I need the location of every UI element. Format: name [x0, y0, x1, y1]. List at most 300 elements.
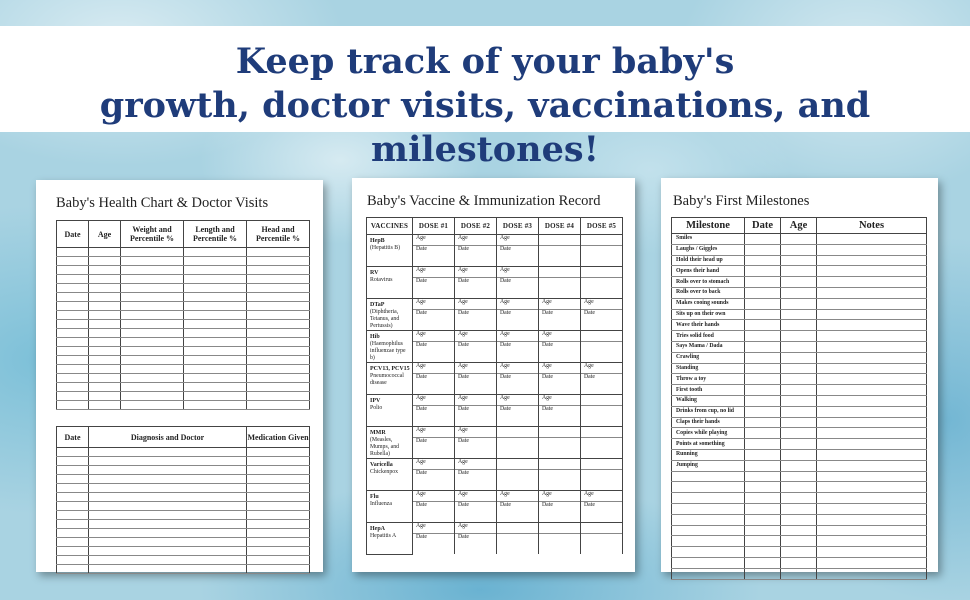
vaccine-header-cell: DOSE #1	[413, 218, 455, 235]
table-row	[57, 329, 310, 338]
milestone-name-cell: Walking	[672, 395, 745, 406]
table-row	[672, 417, 927, 428]
table-row	[672, 244, 927, 255]
table-cell	[781, 547, 817, 558]
table-cell	[89, 401, 121, 410]
table-cell	[817, 536, 927, 547]
dose-cell: Date	[455, 534, 497, 545]
dose-cell: Date	[413, 278, 455, 289]
dose-cell: Date	[539, 406, 581, 417]
table-cell	[121, 293, 184, 302]
dose-cell	[497, 438, 539, 449]
dose-cell	[581, 406, 623, 417]
dose-cell: Age	[413, 331, 455, 342]
milestone-name-cell: Drinks from cup, no lid	[672, 406, 745, 417]
table-row	[57, 284, 310, 293]
table-row	[672, 536, 927, 547]
table-cell	[57, 529, 89, 538]
table-cell	[781, 439, 817, 450]
table-cell	[121, 275, 184, 284]
table-cell	[89, 466, 247, 475]
table-cell	[817, 395, 927, 406]
milestone-name-cell: Throw a toy	[672, 374, 745, 385]
dose-cell	[455, 512, 497, 523]
dose-cell	[539, 352, 581, 363]
dose-cell	[539, 246, 581, 257]
dose-cell: Age	[413, 491, 455, 502]
dose-cell	[455, 288, 497, 299]
table-row	[57, 266, 310, 275]
milestone-name-cell: Hold their head up	[672, 255, 745, 266]
dose-cell: Age	[413, 299, 455, 310]
dose-cell	[539, 544, 581, 554]
milestone-name-cell: Standing	[672, 363, 745, 374]
dose-cell	[413, 288, 455, 299]
table-row	[57, 502, 310, 511]
dose-cell	[413, 512, 455, 523]
dose-cell	[581, 427, 623, 438]
table-row	[57, 293, 310, 302]
table-cell	[247, 502, 310, 511]
vaccine-abbr: HepB	[370, 238, 385, 244]
milestone-name-cell	[672, 514, 745, 525]
vaccine-name-cell	[367, 427, 413, 459]
table-row	[367, 299, 623, 310]
dose-cell: Date	[413, 246, 455, 257]
dose-cell: Date	[455, 470, 497, 481]
table-row	[367, 491, 623, 502]
table-cell	[89, 311, 121, 320]
dose-cell: Date	[413, 374, 455, 385]
dose-cell: Date	[539, 310, 581, 321]
table-cell	[745, 363, 781, 374]
dose-cell	[581, 416, 623, 427]
table-cell	[57, 284, 89, 293]
table-row	[367, 235, 623, 246]
milestone-header-cell: Age	[781, 218, 817, 234]
table-cell	[781, 320, 817, 331]
growth-header-cell: Weight and Percentile %	[121, 221, 184, 248]
table-cell	[745, 331, 781, 342]
dose-cell	[539, 384, 581, 395]
table-cell	[247, 565, 310, 574]
dose-cell: Date	[497, 246, 539, 257]
table-cell	[121, 374, 184, 383]
table-cell	[247, 257, 310, 266]
table-cell	[57, 383, 89, 392]
table-cell	[247, 374, 310, 383]
milestone-name-cell	[672, 557, 745, 568]
table-cell	[121, 284, 184, 293]
table-cell	[745, 320, 781, 331]
dose-cell	[581, 384, 623, 395]
table-cell	[745, 244, 781, 255]
table-row	[367, 267, 623, 278]
table-cell	[817, 482, 927, 493]
table-cell	[781, 374, 817, 385]
table-cell	[57, 338, 89, 347]
table-cell	[817, 385, 927, 396]
dose-cell: Date	[413, 470, 455, 481]
table-cell	[57, 448, 89, 457]
table-cell	[781, 536, 817, 547]
vaccine-full-name: (Haemophilus influenzae type b)	[370, 341, 406, 361]
dose-cell	[413, 320, 455, 331]
dose-cell: Age	[581, 363, 623, 374]
table-cell	[89, 266, 121, 275]
dose-cell	[539, 267, 581, 278]
vaccine-full-name: Chickenpox	[370, 469, 399, 475]
table-cell	[745, 471, 781, 482]
table-cell	[121, 338, 184, 347]
table-cell	[745, 439, 781, 450]
table-cell	[57, 302, 89, 311]
table-cell	[781, 234, 817, 245]
table-cell	[781, 255, 817, 266]
dose-cell: Date	[455, 246, 497, 257]
table-cell	[57, 293, 89, 302]
table-row	[57, 457, 310, 466]
table-cell	[57, 547, 89, 556]
dose-cell: Date	[497, 310, 539, 321]
table-cell	[57, 565, 89, 574]
table-row	[672, 320, 927, 331]
table-row	[57, 320, 310, 329]
vaccine-header-cell: DOSE #5	[581, 218, 623, 235]
dose-cell	[539, 448, 581, 459]
dose-cell	[581, 523, 623, 534]
milestone-header-cell: Notes	[817, 218, 927, 234]
table-cell	[817, 287, 927, 298]
dose-cell	[539, 427, 581, 438]
table-row	[672, 309, 927, 320]
table-cell	[57, 457, 89, 466]
growth-header-cell: Date	[57, 221, 89, 248]
visit-header-cell: Medication Given	[247, 427, 310, 448]
growth-header-cell: Head and Percentile %	[247, 221, 310, 248]
table-cell	[89, 284, 121, 293]
table-cell	[89, 248, 121, 257]
table-row	[672, 352, 927, 363]
milestone-name-cell: Rolls over to back	[672, 287, 745, 298]
dose-cell: Age	[581, 299, 623, 310]
vaccine-abbr: Flu	[370, 494, 379, 500]
dose-cell	[497, 288, 539, 299]
table-cell	[184, 356, 247, 365]
table-cell	[184, 383, 247, 392]
dose-cell	[497, 534, 539, 545]
dose-cell: Date	[413, 438, 455, 449]
table-cell	[121, 356, 184, 365]
table-row	[57, 257, 310, 266]
table-row	[57, 338, 310, 347]
dose-cell	[497, 448, 539, 459]
table-cell	[817, 471, 927, 482]
dose-cell: Date	[413, 406, 455, 417]
milestone-name-cell: First tooth	[672, 385, 745, 396]
vaccine-name-cell	[367, 235, 413, 267]
vaccine-abbr: MMR	[370, 430, 386, 436]
dose-cell: Date	[455, 374, 497, 385]
dose-cell	[581, 448, 623, 459]
table-row	[672, 385, 927, 396]
dose-cell: Age	[455, 491, 497, 502]
table-cell	[745, 234, 781, 245]
table-row	[672, 514, 927, 525]
table-cell	[57, 311, 89, 320]
milestones-sheet	[661, 178, 938, 572]
dose-cell	[581, 331, 623, 342]
dose-cell	[497, 470, 539, 481]
table-cell	[781, 266, 817, 277]
table-cell	[57, 347, 89, 356]
table-row	[672, 298, 927, 309]
dose-cell: Age	[455, 235, 497, 246]
table-cell	[121, 383, 184, 392]
milestone-name-cell: Points at something	[672, 439, 745, 450]
dose-cell: Age	[455, 459, 497, 470]
doctor-visits-table	[56, 426, 310, 574]
table-cell	[57, 329, 89, 338]
milestone-name-cell: Opens their hand	[672, 266, 745, 277]
table-cell	[247, 365, 310, 374]
table-cell	[817, 525, 927, 536]
dose-cell: Age	[497, 235, 539, 246]
table-cell	[89, 484, 247, 493]
table-cell	[745, 277, 781, 288]
table-cell	[184, 338, 247, 347]
dose-cell: Age	[455, 299, 497, 310]
table-cell	[247, 493, 310, 502]
table-row	[57, 466, 310, 475]
table-cell	[89, 347, 121, 356]
dose-cell	[497, 544, 539, 554]
table-cell	[817, 514, 927, 525]
dose-cell: Age	[539, 395, 581, 406]
table-cell	[745, 385, 781, 396]
table-row	[57, 383, 310, 392]
table-cell	[781, 503, 817, 514]
table-cell	[57, 257, 89, 266]
table-row	[57, 493, 310, 502]
table-cell	[817, 503, 927, 514]
dose-cell: Date	[497, 342, 539, 353]
dose-cell: Age	[539, 299, 581, 310]
dose-cell	[539, 288, 581, 299]
table-cell	[817, 277, 927, 288]
vaccine-name-cell	[367, 395, 413, 427]
dose-cell: Date	[497, 278, 539, 289]
dose-cell	[581, 246, 623, 257]
dose-cell	[497, 523, 539, 534]
visit-header-cell: Diagnosis and Doctor	[89, 427, 247, 448]
table-cell	[247, 511, 310, 520]
milestone-name-cell: Sits up on their own	[672, 309, 745, 320]
dose-cell	[497, 427, 539, 438]
table-cell	[781, 471, 817, 482]
table-cell	[247, 284, 310, 293]
table-cell	[745, 309, 781, 320]
table-cell	[57, 266, 89, 275]
table-cell	[781, 244, 817, 255]
growth-header-cell: Length and Percentile %	[184, 221, 247, 248]
table-cell	[781, 395, 817, 406]
table-cell	[184, 293, 247, 302]
table-cell	[817, 428, 927, 439]
visit-header-cell: Date	[57, 427, 89, 448]
table-cell	[57, 511, 89, 520]
table-cell	[745, 568, 781, 579]
dose-cell	[455, 384, 497, 395]
table-cell	[89, 383, 121, 392]
table-cell	[781, 460, 817, 471]
dose-cell: Age	[455, 395, 497, 406]
table-cell	[247, 556, 310, 565]
table-cell	[184, 347, 247, 356]
table-cell	[745, 503, 781, 514]
table-cell	[247, 520, 310, 529]
table-cell	[247, 475, 310, 484]
table-cell	[89, 320, 121, 329]
table-cell	[247, 302, 310, 311]
table-cell	[817, 320, 927, 331]
dose-cell	[539, 459, 581, 470]
table-cell	[781, 525, 817, 536]
vaccine-name-cell	[367, 523, 413, 555]
dose-cell: Date	[581, 502, 623, 513]
table-row	[57, 448, 310, 457]
table-cell	[89, 356, 121, 365]
milestone-header-cell: Milestone	[672, 218, 745, 234]
vaccine-full-name: (Measles, Mumps, and Rubella)	[370, 437, 399, 457]
table-cell	[184, 257, 247, 266]
table-row	[57, 347, 310, 356]
table-cell	[781, 493, 817, 504]
vaccine-name-cell	[367, 331, 413, 363]
dose-cell	[539, 523, 581, 534]
table-cell	[781, 406, 817, 417]
table-row	[367, 523, 623, 534]
table-cell	[781, 309, 817, 320]
table-row	[57, 484, 310, 493]
dose-cell: Age	[497, 267, 539, 278]
table-row	[57, 511, 310, 520]
table-cell	[745, 460, 781, 471]
table-cell	[247, 338, 310, 347]
table-cell	[247, 466, 310, 475]
table-row	[57, 275, 310, 284]
table-cell	[781, 449, 817, 460]
dose-cell: Age	[455, 427, 497, 438]
table-row	[672, 460, 927, 471]
dose-cell	[413, 352, 455, 363]
table-cell	[817, 331, 927, 342]
vaccine-abbr: DTaP	[370, 302, 385, 308]
table-row	[672, 266, 927, 277]
table-cell	[817, 439, 927, 450]
table-cell	[184, 266, 247, 275]
table-cell	[247, 529, 310, 538]
table-cell	[247, 311, 310, 320]
table-cell	[121, 365, 184, 374]
dose-cell	[539, 416, 581, 427]
table-cell	[121, 302, 184, 311]
table-cell	[781, 568, 817, 579]
table-cell	[121, 248, 184, 257]
table-cell	[89, 457, 247, 466]
milestone-name-cell: Makes cooing sounds	[672, 298, 745, 309]
table-row	[367, 427, 623, 438]
table-cell	[817, 255, 927, 266]
milestone-name-cell: Says Mama / Dada	[672, 341, 745, 352]
table-cell	[57, 392, 89, 401]
table-row	[57, 520, 310, 529]
table-cell	[57, 275, 89, 284]
dose-cell	[455, 480, 497, 491]
milestone-name-cell	[672, 547, 745, 558]
dose-cell: Date	[455, 406, 497, 417]
table-cell	[817, 568, 927, 579]
dose-cell: Age	[413, 363, 455, 374]
table-cell	[184, 392, 247, 401]
table-cell	[781, 277, 817, 288]
table-cell	[89, 565, 247, 574]
dose-cell	[497, 416, 539, 427]
table-cell	[57, 356, 89, 365]
milestones-sheet-title: Baby's First Milestones	[673, 193, 810, 209]
table-row	[672, 568, 927, 579]
table-cell	[745, 525, 781, 536]
dose-cell: Date	[539, 374, 581, 385]
milestone-name-cell: Laughs / Giggles	[672, 244, 745, 255]
milestone-name-cell: Running	[672, 449, 745, 460]
table-cell	[247, 248, 310, 257]
dose-cell	[581, 267, 623, 278]
table-row	[57, 547, 310, 556]
table-cell	[745, 493, 781, 504]
dose-cell	[581, 278, 623, 289]
dose-cell: Date	[455, 310, 497, 321]
table-cell	[89, 529, 247, 538]
table-row	[57, 392, 310, 401]
table-cell	[817, 341, 927, 352]
table-cell	[247, 266, 310, 275]
dose-cell: Date	[455, 502, 497, 513]
table-cell	[745, 406, 781, 417]
milestones-table	[671, 217, 927, 580]
dose-cell	[497, 352, 539, 363]
table-cell	[781, 287, 817, 298]
table-cell	[745, 449, 781, 460]
dose-cell	[413, 544, 455, 554]
table-cell	[184, 311, 247, 320]
headline-line-1: Keep track of your baby's	[235, 41, 735, 82]
vaccine-abbr: HepA	[370, 526, 385, 532]
table-row	[672, 363, 927, 374]
milestone-name-cell	[672, 493, 745, 504]
growth-header-cell: Age	[89, 221, 121, 248]
table-cell	[184, 329, 247, 338]
dose-cell	[581, 459, 623, 470]
table-cell	[781, 514, 817, 525]
table-cell	[89, 365, 121, 374]
table-cell	[817, 557, 927, 568]
table-cell	[745, 557, 781, 568]
table-cell	[57, 365, 89, 374]
dose-cell	[413, 448, 455, 459]
dose-cell	[497, 256, 539, 267]
dose-cell: Age	[455, 363, 497, 374]
